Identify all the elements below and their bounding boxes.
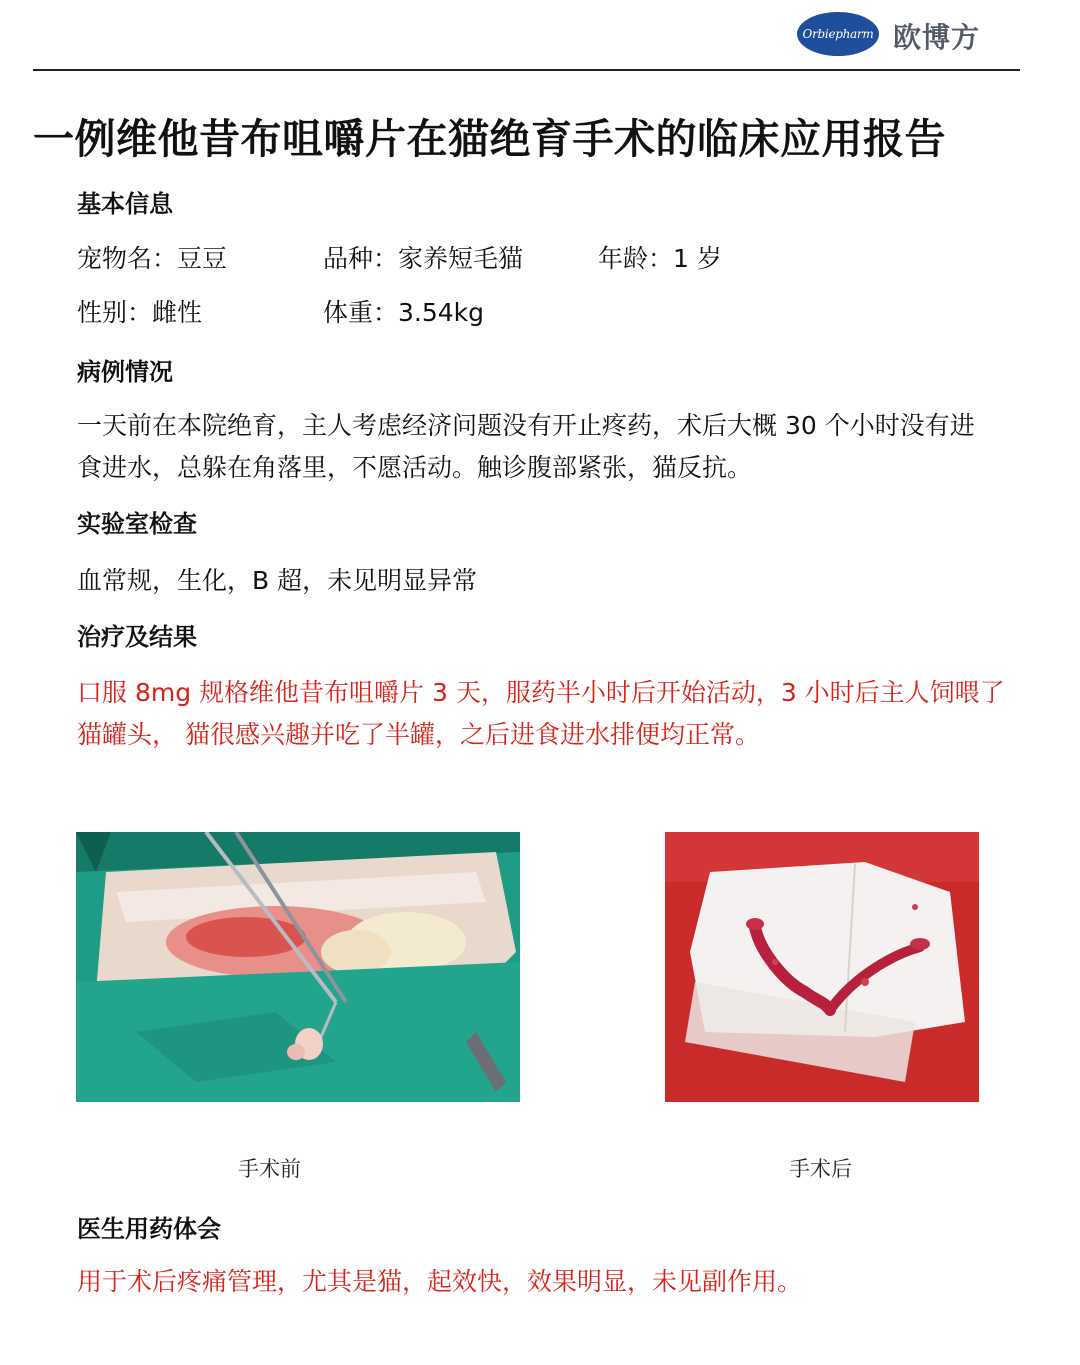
pet-sex: 性别：雌性 [77, 298, 203, 327]
lab-heading: 实验室检查 [77, 510, 197, 538]
photo-after-surgery [665, 832, 979, 1102]
photo-before-surgery [76, 832, 520, 1102]
pet-age: 年龄：1 岁 [598, 244, 722, 273]
treatment-line-1: 口服 8mg 规格维他昔布咀嚼片 3 天，服药半小时后开始活动，3 小时后主人饲喂了 [77, 678, 1005, 707]
pet-name: 宠物名：豆豆 [77, 244, 228, 273]
caption-after: 手术后 [789, 1157, 852, 1181]
page-title: 一例维他昔布咀嚼片在猫绝育手术的临床应用报告 [33, 115, 946, 163]
caption-before: 手术前 [238, 1157, 301, 1181]
pet-breed: 品种：家养短毛猫 [323, 244, 524, 273]
doctor-remark: 用于术后疼痛管理，尤其是猫，起效快，效果明显，未见副作用。 [77, 1267, 803, 1296]
brand-logo-text: Orbiepharm [802, 27, 874, 41]
brand-name: 欧博方 [893, 21, 981, 54]
case-heading: 病例情况 [77, 358, 173, 386]
treatment-line-2: 猫罐头， 猫很感兴趣并吃了半罐，之后进食进水排便均正常。 [77, 720, 760, 749]
brand-logo [797, 12, 879, 56]
lab-result: 血常规，生化，B 超，未见明显异常 [77, 566, 478, 595]
doctor-heading: 医生用药体会 [77, 1215, 221, 1243]
treatment-heading: 治疗及结果 [77, 623, 197, 651]
basic-info-heading: 基本信息 [77, 190, 173, 218]
case-line-1: 一天前在本院绝育，主人考虑经济问题没有开止疼药，术后大概 30 个小时没有进 [77, 411, 975, 440]
header-divider [33, 69, 1020, 71]
case-line-2: 食进水，总躲在角落里，不愿活动。触诊腹部紧张，猫反抗。 [77, 453, 753, 482]
pet-weight: 体重：3.54kg [323, 298, 485, 327]
